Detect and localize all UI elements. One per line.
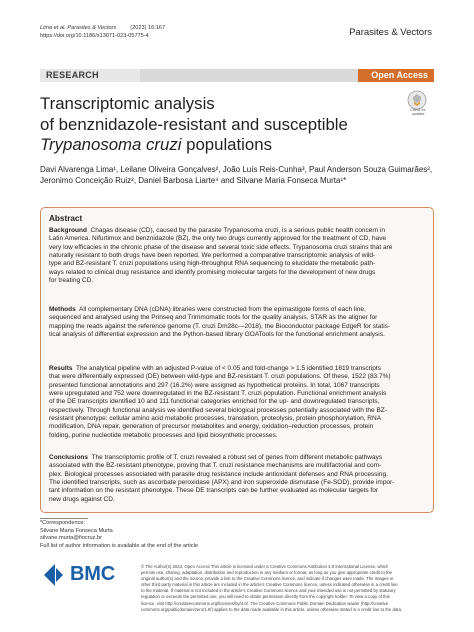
license-line[interactable]: commons.org/publicdomain/zero/1.0/) applies to the data made available in this article, unless otherwise stated in a credit line to the data.: [141, 606, 403, 612]
abstract-line: Latin America. Nifurtimox and benznidazole (BZ), the only two drugs currently approved for the treatment of CD, have: [49, 235, 387, 243]
abstract-text: Chagas disease (CD), caused by the parasite Trypanosoma cruzi, is a serious public health concern in: [86, 227, 385, 234]
author-list: [40, 164, 440, 186]
citation-line-1: [40, 24, 165, 32]
abstract-line: that were differentially expressed (DE) between wild-type and BZ-resistant T. cruzi populations. Of these, 1522 (83.7%): [49, 373, 391, 381]
license-line: © The Author(s) 2023. Open Access This article is licensed under a Creative Commons Attribution 4.0 International License, which: [141, 564, 389, 569]
abstract-text: The transcriptomic profile of T. cruzi revealed a robust set of genes from different metabolic pathways: [88, 454, 383, 461]
license-line: to the material. If material is not included in the article's Creative Commons licence and your intended use is not permitted by statutory: [141, 588, 396, 594]
abstract-methods: [49, 306, 421, 339]
citation-doi-link[interactable]: https://doi.org/10.1186/s13071-023-05775-4: [40, 33, 149, 39]
author-line-1[interactable]: Davi Alvarenga Lima¹, Leilane Oliveira Gonçalves², João Luís Reis-Cunha³, Paul Anderson Souza Guimarães²,: [40, 165, 433, 174]
abstract-line: [49, 306, 421, 314]
bmc-logo: [44, 564, 130, 586]
results-label: Results: [49, 365, 73, 372]
abstract-line: for treating CD.: [49, 277, 94, 285]
correspondence-heading: *Correspondence:: [40, 520, 86, 526]
correspondence-note: [40, 520, 198, 550]
license-line: regulation or exceeds the permitted use, you will need to obtain permission directly from the copyright holder. To view a copy of this: [141, 594, 390, 600]
article-type-bar: [40, 69, 434, 82]
title-species: Trypanosoma cruzi: [40, 135, 182, 154]
abstract-line: plex. Biological processes associated with parasite drug resistance include antioxidant defenses and RNA processing.: [49, 470, 388, 478]
abstract-line: [49, 227, 421, 235]
abstract-line: were upregulated and 752 were downregulated in the BZ-resistant T. cruzi population. Functional enrichment analysis: [49, 390, 387, 398]
abstract-line: folding, purine nucleotide metabolic processes and lipid biosynthetic processes.: [49, 431, 278, 439]
crossmark-label-line-1: Check for: [410, 108, 426, 112]
abstract-line: tical analysis of differential expression and the Python-based library GOATools for the functional enrichment analysis.: [49, 331, 385, 339]
background-label: Background: [49, 227, 87, 234]
abstract-line: mapping the reads against the reference genome (T. cruzi Dm28c—2018), the Bioconductor package EdgeR for statis-: [49, 322, 391, 330]
citation-year-volume: (2023) 16:167: [116, 25, 166, 31]
abstract-line: very low efficacies in the chronic phase of the disease and several toxic side effects. Trypanosoma cruzi strains that are: [49, 243, 393, 251]
abstract-text: The analytical pipeline with an adjusted P-value of < 0.05 and fold-change > 1.5 identified 1819 transcripts: [72, 365, 381, 372]
abstract-results: [49, 365, 421, 440]
abstract-box: [40, 207, 434, 513]
article-title: [40, 94, 400, 156]
abstract-line: [49, 454, 421, 462]
bmc-logo-text: BMC: [70, 563, 115, 585]
abstract-line: ways related to clinical drug resistance and identify promising molecular targets for the development of new drugs: [49, 268, 376, 276]
abstract-line: naturally resistant to both drugs have been reported. We performed a comparative transcriptomic analysis of wild-: [49, 252, 376, 260]
citation-header: [40, 24, 165, 40]
abstract-line: new drugs against CD.: [49, 495, 115, 503]
crossmark-icon: [406, 90, 428, 110]
abstract-line: [49, 365, 421, 373]
abstract-line: modification, DNA repair, generation of precursor metabolites and energy, oxidation–reduction processes, protein: [49, 423, 374, 431]
abstract-line: respectively. Through functional analysis we identified several biological processes potentially associated with the BZ-: [49, 406, 387, 414]
abstract-conclusions: [49, 454, 421, 504]
correspondence-name: Silvane Maria Fonseca Murta: [40, 527, 113, 534]
crossmark-label: [405, 109, 431, 117]
license-statement: [141, 564, 441, 613]
title-line-2: of benznidazole-resistant and susceptible: [40, 114, 348, 134]
open-access-label: Open Access: [371, 70, 428, 80]
citation-journal: Lima et al. Parasites & Vectors: [40, 25, 117, 31]
abstract-line: presented functional annotations and 297 (16.2%) were assigned as hypothetical proteins. In total, 1067 transcripts: [49, 381, 380, 389]
crossmark-label-line-2: updates: [411, 111, 425, 116]
abstract-text: All complementary DNA (cDNA) libraries were constructed from the epimastigote forms of each line,: [75, 306, 366, 313]
title-line-1: Transcriptomic analysis: [40, 94, 215, 113]
research-label-box: [40, 69, 140, 82]
abstract-line: sequenced and analysed using the Prinseq and Trimmomatic tools for the quality analysis, STAR as the aligner for: [49, 314, 378, 322]
abstract-line: type and BZ-resistant T. cruzi populations using high-throughput RNA sequencing to elucidate the metabolic path-: [49, 260, 376, 268]
abstract-line: The identified transcripts, such as ascorbate peroxidase (APX) and iron superoxide dismutase (Fe-SOD), provide impor-: [49, 479, 395, 487]
abstract-line: of the DE transcripts identified 10 and 111 functional categories enriched for the up- and downregulated transcripts,: [49, 398, 380, 406]
correspondence-email-link[interactable]: silvane.murta@fiocruz.br: [40, 535, 102, 542]
abstract-line: tant information on the resistant phenotype. These DE transcripts can be further evaluated as molecular targets for: [49, 487, 379, 495]
abstract-line: resistant phenotype: cellular amino acid metabolic processes, translation, proteolysis, protein phosphorylation, RNA: [49, 415, 382, 423]
article-type-label: RESEARCH: [46, 70, 99, 80]
author-info-note: Full list of author information is available at the end of the article: [40, 542, 198, 549]
journal-name: Parasites & Vectors: [349, 27, 432, 38]
license-line[interactable]: licence, visit http://creativecommons.org/licenses/by/4.0/. The Creative Commons Public Domain Dedication waiver (http://creative: [141, 600, 389, 606]
check-for-updates-button[interactable]: [406, 90, 428, 116]
license-line: other third party material in this article are included in the article's Creative Commons licence, unless indicated otherwise in a credit line: [141, 582, 398, 588]
conclusions-label: Conclusions: [49, 454, 89, 461]
open-access-badge: [358, 69, 434, 82]
methods-label: Methods: [49, 306, 76, 313]
footnote-divider: [40, 518, 88, 519]
abstract-background: [49, 227, 421, 285]
bmc-logo-mark-icon: [44, 564, 68, 586]
author-line-2[interactable]: Jeronimo Conceição Ruiz², Daniel Barbosa Liarte⁴ and Silvane Maria Fonseca Murta¹*: [40, 176, 347, 185]
title-line-3-rest: populations: [181, 135, 272, 154]
title-line-3: [40, 135, 400, 156]
license-line: permits use, sharing, adaptation, distribution and reproduction in any medium or format, as long as you give appropriate credit to the: [141, 570, 393, 576]
license-line: original author(s) and the source, provide a link to the Creative Commons licence, and indicate if changes were made. The images or: [141, 576, 394, 582]
abstract-line: associated with the BZ-resistant phenotype, proving that T. cruzi resistance mechanisms are multifactorial and com-: [49, 462, 382, 470]
abstract-heading: Abstract: [49, 214, 83, 223]
